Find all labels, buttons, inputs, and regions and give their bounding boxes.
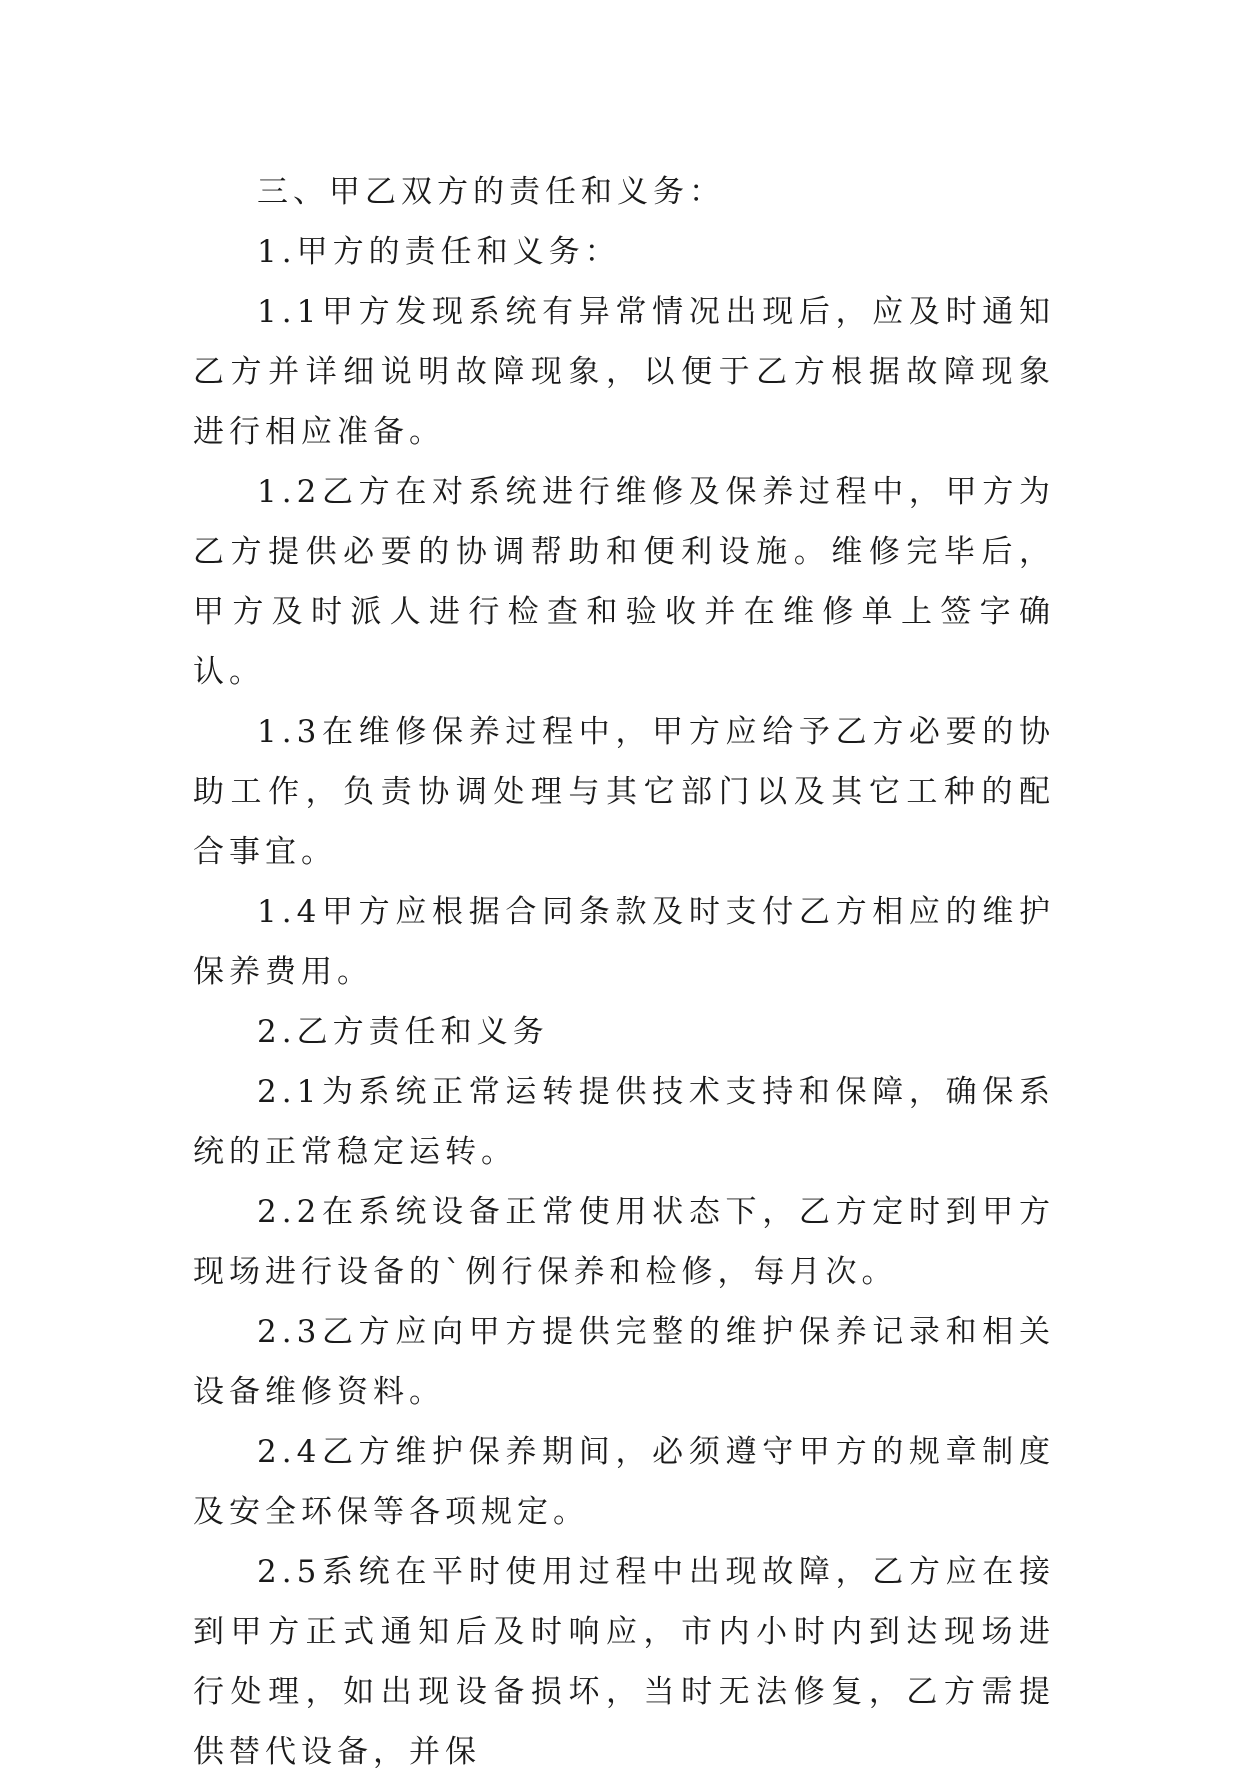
clause-2-4: 2.4乙方维护保养期间，必须遵守甲方的规章制度及安全环保等各项规定。 <box>193 1434 1055 1530</box>
section-heading: 三、甲乙双方的责任和义务： <box>257 174 725 210</box>
clause-1-3: 1.3在维修保养过程中，甲方应给予乙方必要的协助工作，负责协调处理与其它部门以及其它工种的配合事宜。 <box>193 714 1055 870</box>
document-body <box>193 162 1055 1782</box>
clause-1-2: 1.2乙方在对系统进行维修及保养过程中，甲方为乙方提供必要的协调帮助和便利设施。维修完毕后，甲方及时派人进行检查和验收并在维修单上签字确认。 <box>193 474 1055 690</box>
clause-1-1: 1.1甲方发现系统有异常情况出现后，应及时通知乙方并详细说明故障现象，以便于乙方根据故障现象进行相应准备。 <box>193 294 1055 450</box>
clause-2-5: 2.5系统在平时使用过程中出现故障，乙方应在接到甲方正式通知后及时响应，市内小时内到达现场进行处理，如出现设备损坏，当时无法修复，乙方需提供替代设备，并保 <box>193 1554 1055 1770</box>
clause-2-1: 2.1为系统正常运转提供技术支持和保障，确保系统的正常稳定运转。 <box>193 1074 1055 1170</box>
subsection-heading-party-b: 2.乙方责任和义务 <box>257 1014 549 1050</box>
clause-2-2: 2.2在系统设备正常使用状态下，乙方定时到甲方现场进行设备的`例行保养和检修，每月次。 <box>193 1194 1055 1290</box>
clause-2-3: 2.3乙方应向甲方提供完整的维护保养记录和相关设备维修资料。 <box>193 1314 1055 1410</box>
clause-1-4: 1.4甲方应根据合同条款及时支付乙方相应的维护保养费用。 <box>193 894 1055 990</box>
subsection-heading-party-a: 1.甲方的责任和义务： <box>257 234 621 270</box>
